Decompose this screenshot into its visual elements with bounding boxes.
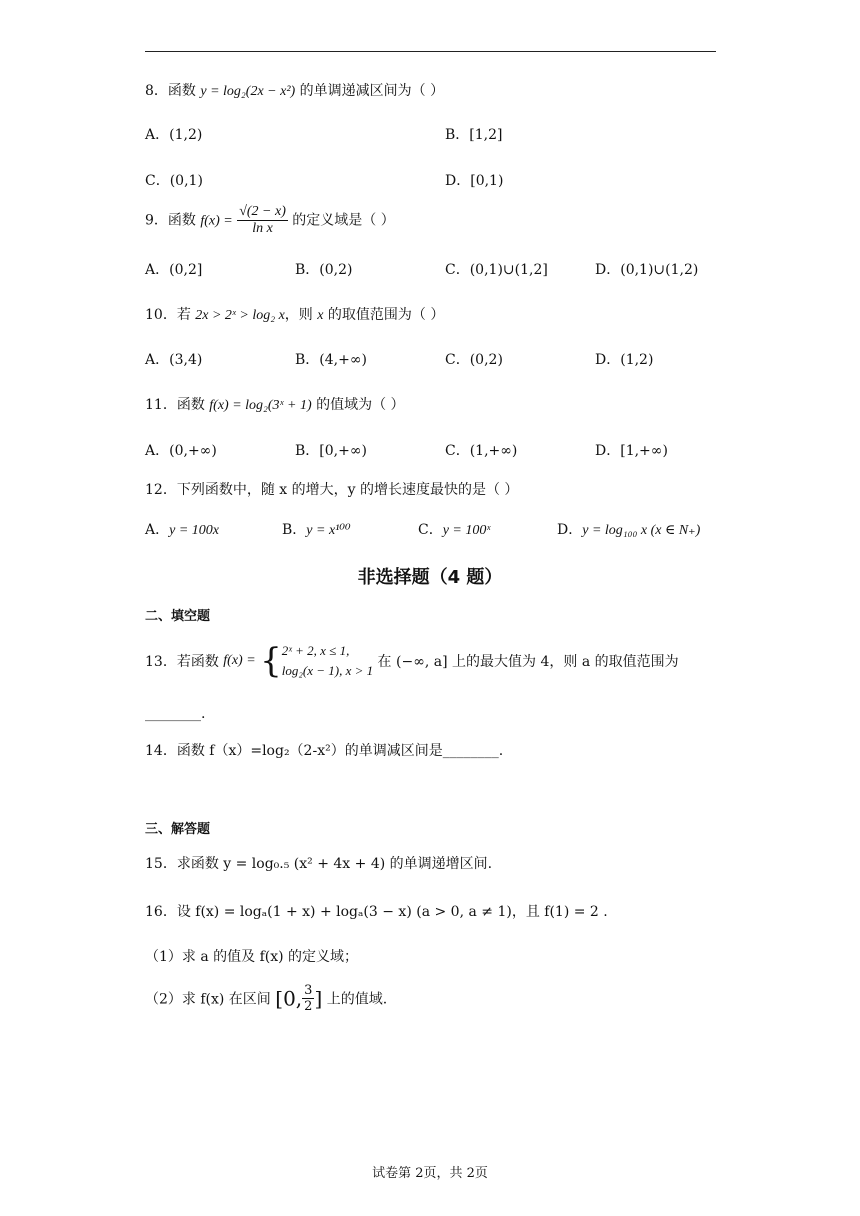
q9-option-a[interactable]: A．(0,2] <box>145 262 203 278</box>
q13-case-1: 2ˣ + 2, x ≤ 1, <box>281 643 350 658</box>
q8-formula: y = log₂(2x − x²) <box>200 84 296 99</box>
q16-sub2-prefix: （2）求 f(x) 在区间 <box>145 991 276 1008</box>
q8-option-b[interactable]: B．[1,2] <box>445 127 503 143</box>
q13-case-2: log₂(x − 1), x > 1 <box>281 663 374 678</box>
q16-interval-fraction <box>302 983 314 1014</box>
q16-sub2-suffix: 上的值域. <box>322 991 388 1008</box>
q10-option-b[interactable]: B．(4,+∞) <box>295 352 367 368</box>
question-12-stem: 12．下列函数中，随 x 的增大，y 的增长速度最快的是（ ） <box>145 482 519 498</box>
question-16-stem: 16．设 f(x) = logₐ(1 + x) + logₐ(3 − x) (a > 0, a ≠ 1)，且 f(1) = 2 . <box>145 904 608 920</box>
question-9-stem <box>145 204 395 237</box>
q12-option-c[interactable]: C．y = 100ˣ <box>418 522 491 538</box>
q11-prefix: 11．函数 <box>145 397 210 413</box>
q11-formula: f(x) = log₂(3ˣ + 1) <box>209 398 312 413</box>
q9-fraction <box>237 204 288 237</box>
q10-option-a[interactable]: A．(3,4) <box>145 352 203 368</box>
q11-suffix: 的值域为（ ） <box>311 397 405 413</box>
q10-variable: x <box>317 308 324 323</box>
q16-interval-right: ] <box>314 986 323 1011</box>
section-title: 非选择题（4 题） <box>357 567 503 588</box>
q16-subquestion-2 <box>145 983 387 1014</box>
q9-fraction-numerator: √(2 − x) <box>239 204 286 219</box>
q12-option-b[interactable]: B．y = x¹⁰⁰ <box>282 522 351 538</box>
q8-option-a[interactable]: A．(1,2) <box>145 127 203 143</box>
q12-option-d[interactable]: D．y = log₁₀₀ x (x ∈ N₊) <box>557 522 701 538</box>
q8-option-c[interactable]: C．(0,1) <box>145 173 203 189</box>
q9-prefix: 9．函数 <box>145 212 201 229</box>
q13-suffix: 在 (−∞, a] 上的最大值为 4，则 a 的取值范围为 <box>373 654 679 670</box>
q9-option-d[interactable]: D．(0,1)∪(1,2) <box>595 262 699 278</box>
q16-interval-left: [0, <box>275 986 303 1011</box>
q10-option-c[interactable]: C．(0,2) <box>445 352 503 368</box>
question-11-stem <box>145 394 405 414</box>
q9-option-c[interactable]: C．(0,1)∪(1,2] <box>445 262 548 278</box>
part-3-heading: 三、解答题 <box>145 822 211 837</box>
q13-brace-icon: { <box>260 641 282 681</box>
question-15-stem: 15．求函数 y = log₀.₅ (x² + 4x + 4) 的单调递增区间. <box>145 856 493 872</box>
q11-option-b[interactable]: B．[0,+∞) <box>295 443 367 459</box>
q16-fraction-denominator: 2 <box>304 999 313 1014</box>
q13-piecewise-cases <box>282 641 373 681</box>
q9-suffix: 的定义域是（ ） <box>287 212 395 229</box>
q16-subquestion-1: （1）求 a 的值及 f(x) 的定义域； <box>145 949 359 965</box>
q9-fraction-denominator: ln x <box>252 221 273 236</box>
q8-suffix: 的单调递减区间为（ ） <box>295 83 445 99</box>
question-13-stem <box>145 641 679 681</box>
question-14-stem: 14．函数 f（x）=log₂（2-x²）的单调减区间是________. <box>145 743 504 759</box>
q13-answer-blank[interactable]: ________. <box>145 706 206 722</box>
q9-formula-lhs: f(x) = <box>200 213 233 229</box>
q10-option-d[interactable]: D．(1,2) <box>595 352 654 368</box>
q16-fraction-numerator: 3 <box>304 983 313 998</box>
q8-prefix: 8．函数 <box>145 83 201 99</box>
q9-option-b[interactable]: B．(0,2) <box>295 262 353 278</box>
part-2-heading: 二、填空题 <box>145 609 211 624</box>
q10-formula: 2x > 2ˣ > log₂ x <box>195 308 285 323</box>
page-footer: 试卷第 2页，共 2页 <box>372 1166 488 1181</box>
q10-prefix: 10．若 <box>145 307 196 323</box>
q13-prefix: 13．若函数 <box>145 654 224 670</box>
q11-option-d[interactable]: D．[1,+∞) <box>595 443 668 459</box>
q11-option-c[interactable]: C．(1,+∞) <box>445 443 518 459</box>
q8-option-d[interactable]: D．[0,1) <box>445 173 504 189</box>
q10-mid: ，则 <box>284 307 318 323</box>
question-8-stem <box>145 80 444 100</box>
q12-option-a[interactable]: A．y = 100x <box>145 522 219 538</box>
header-rule <box>145 51 716 52</box>
question-10-stem <box>145 304 444 324</box>
q13-formula-lhs: f(x) = <box>223 653 256 668</box>
q10-suffix: 的取值范围为（ ） <box>323 307 445 323</box>
q11-option-a[interactable]: A．(0,+∞) <box>145 443 217 459</box>
